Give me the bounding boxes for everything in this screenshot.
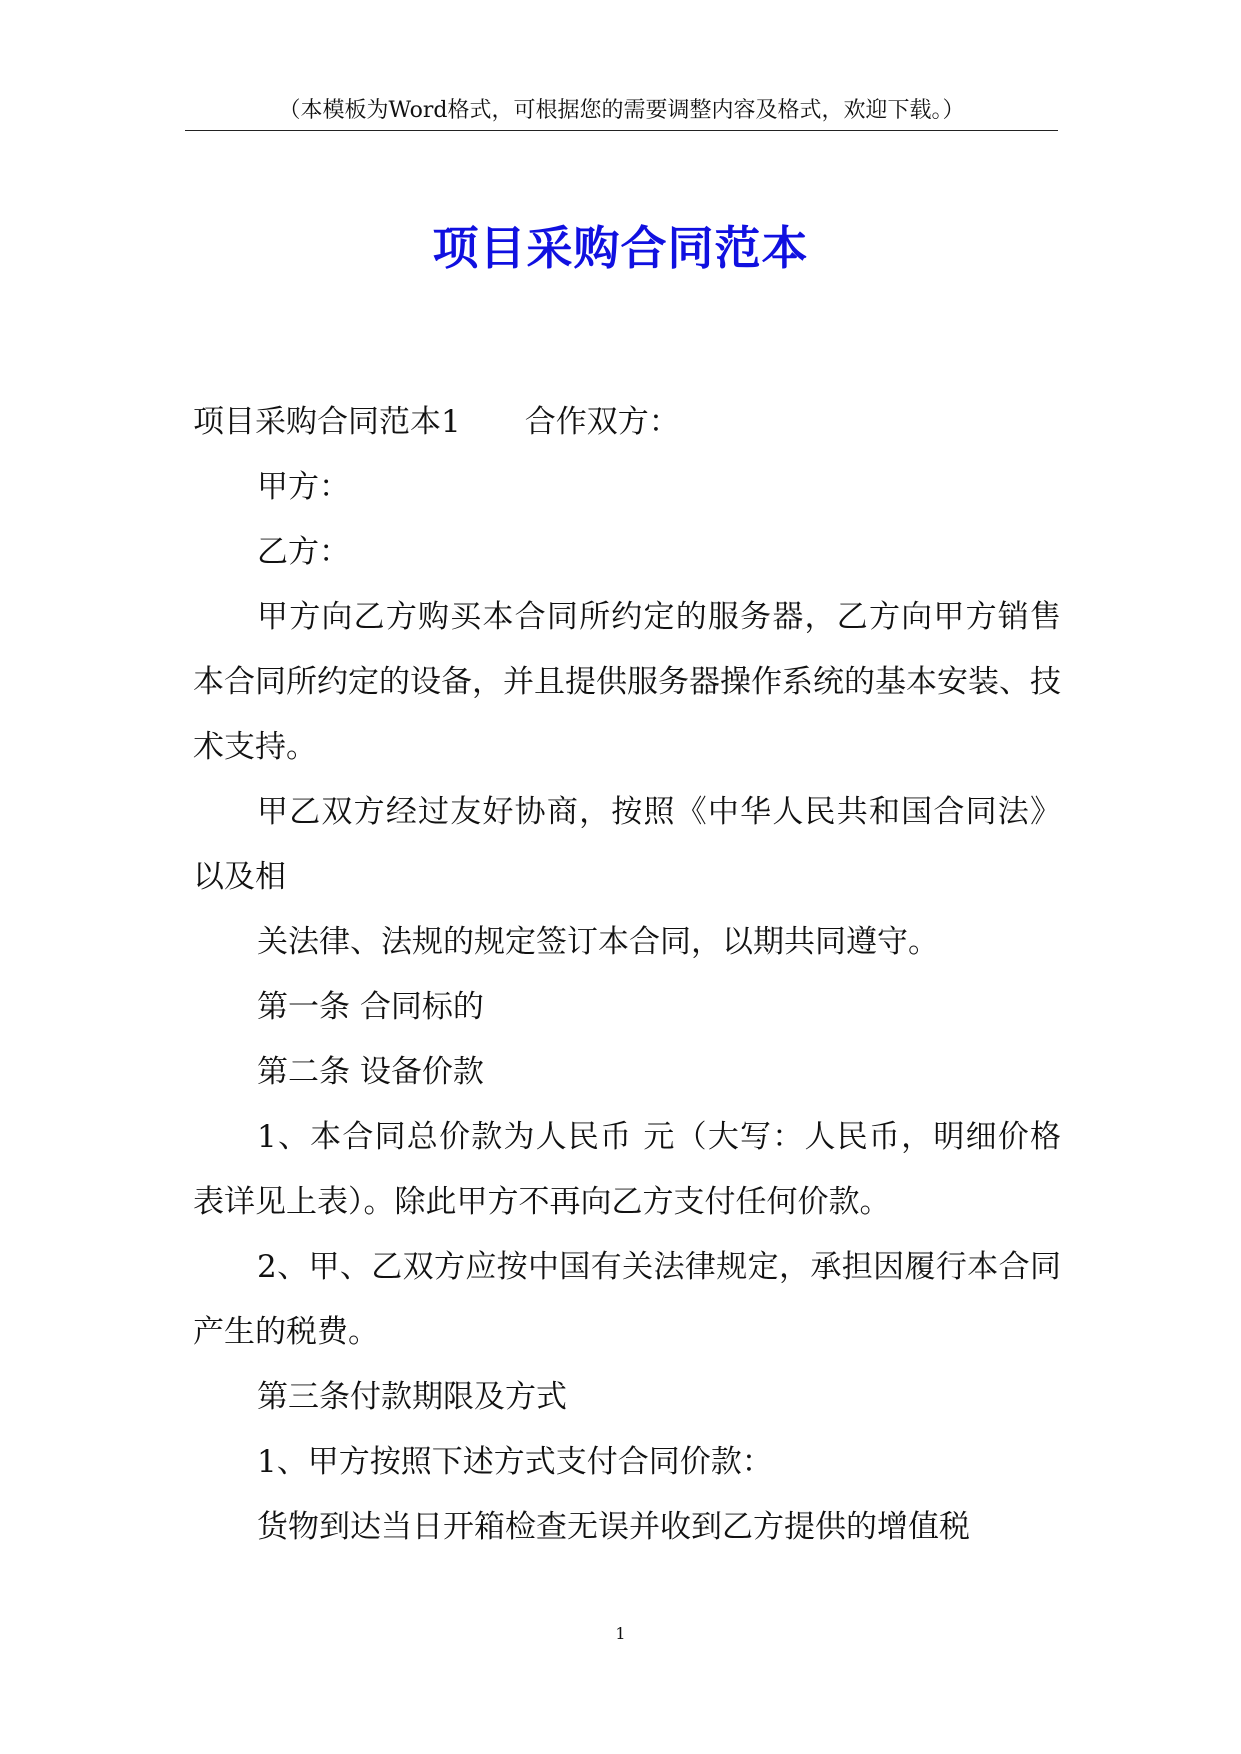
- article-1-heading: 第一条 合同标的: [257, 989, 484, 1025]
- intro-line: [193, 390, 1061, 455]
- article-3-item-1: 1、甲方按照下述方式支付合同价款：: [257, 1444, 773, 1480]
- paragraph-legal-basis: 甲乙双方经过友好协商，按照《中华人民共和国合同法》以及相: [193, 794, 1061, 895]
- party-a-line: 甲方：: [257, 469, 350, 505]
- document-body: [193, 390, 1061, 1560]
- article-2-item-2: 2、甲、乙双方应按中国有关法律规定，承担因履行本合同产生的税费。: [193, 1249, 1061, 1350]
- paragraph-legal-basis-cont: 关法律、法规的规定签订本合同，以期共同遵守。: [257, 924, 939, 960]
- page-number: 1: [615, 1624, 626, 1643]
- article-2-item-1: 1、本合同总价款为人民币 元（大写：人民币，明细价格表详见上表）。除此甲方不再向乙方支付任何价款。: [193, 1119, 1061, 1220]
- party-b-line: 乙方：: [257, 534, 350, 570]
- article-3-text: 货物到达当日开箱检查无误并收到乙方提供的增值税: [257, 1509, 970, 1545]
- intro-heading: 项目采购合同范本1: [193, 404, 461, 440]
- intro-parties: 合作双方：: [524, 404, 680, 440]
- document-title: 项目采购合同范本: [432, 221, 809, 275]
- paragraph-purchase-scope: 甲方向乙方购买本合同所约定的服务器，乙方向甲方销售本合同所约定的设备，并且提供服务器操作系统的基本安装、技术支持。: [193, 599, 1061, 765]
- header-divider: [185, 130, 1058, 131]
- article-3-heading: 第三条付款期限及方式: [257, 1379, 567, 1415]
- template-note: （本模板为Word格式，可根据您的需要调整内容及格式，欢迎下载。）: [278, 98, 965, 123]
- article-2-heading: 第二条 设备价款: [257, 1054, 484, 1090]
